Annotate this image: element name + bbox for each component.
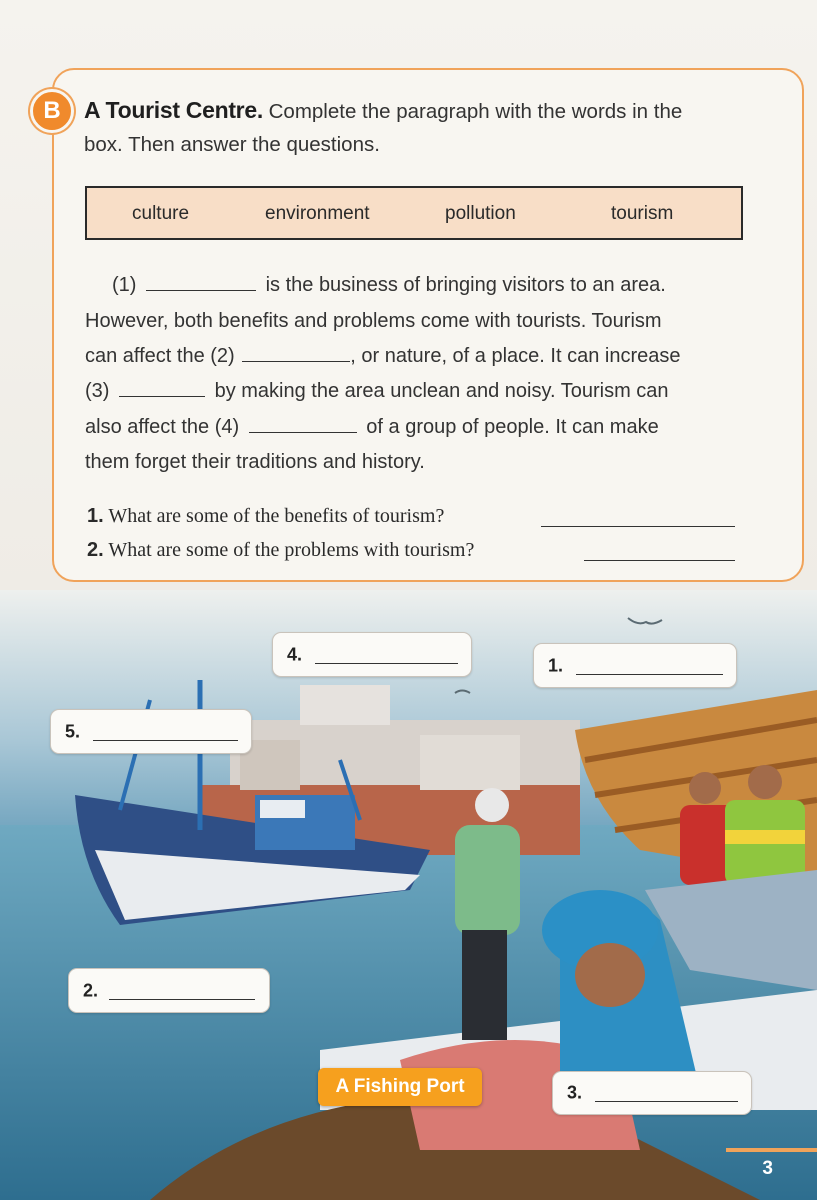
page-number-tab — [726, 1148, 817, 1200]
blank-2[interactable] — [242, 360, 350, 362]
word-box — [85, 186, 743, 240]
answer-line-1[interactable] — [541, 526, 735, 527]
word-pollution: pollution — [445, 203, 516, 224]
word-culture: culture — [132, 203, 190, 224]
paragraph-line-5: also affect the (4) of a group of people. It can make — [85, 416, 659, 438]
picture-caption: A Fishing Port — [318, 1068, 482, 1106]
picture-label-5: 5. — [50, 709, 252, 754]
picture-label-2: 2. — [68, 968, 270, 1013]
picture-answer-line-4[interactable] — [315, 663, 458, 664]
paragraph-line-6: them forget their traditions and history. — [85, 451, 425, 473]
picture-label-1: 1. — [533, 643, 737, 688]
picture-answer-line-5[interactable] — [93, 740, 238, 741]
picture-answer-line-3[interactable] — [595, 1101, 738, 1102]
picture-label-3: 3. — [552, 1071, 752, 1115]
paragraph-line-2: However, both benefits and problems come with tourists. Tourism — [85, 310, 662, 332]
exercise-title: A Tourist Centre. — [84, 97, 263, 123]
question-2: 2. What are some of the problems with tourism? — [87, 539, 475, 561]
paragraph-line-3: can affect the (2) , or nature, of a place. It can increase — [85, 345, 681, 367]
instruction-line-2: box. Then answer the questions. — [84, 133, 380, 156]
picture-answer-line-2[interactable] — [109, 999, 255, 1000]
word-environment: environment — [265, 203, 370, 224]
page-number: 3 — [762, 1158, 773, 1179]
blank-4[interactable] — [249, 431, 357, 433]
exercise-letter-badge: B — [30, 89, 74, 133]
exercise-heading — [84, 94, 774, 161]
answer-line-2[interactable] — [584, 560, 735, 561]
blank-1[interactable] — [146, 289, 256, 291]
paragraph-line-4: (3) by making the area unclean and noisy. Tourism can — [85, 380, 669, 402]
question-1: 1. What are some of the benefits of tourism? — [87, 505, 445, 527]
picture-answer-line-1[interactable] — [576, 674, 723, 675]
word-tourism: tourism — [611, 203, 674, 224]
blank-3[interactable] — [119, 395, 205, 397]
picture-label-4: 4. — [272, 632, 472, 677]
instruction-line-1: Complete the paragraph with the words in the — [268, 100, 683, 123]
paragraph-line-1: (1) is the business of bringing visitors to an area. — [112, 274, 666, 296]
page-number-bar — [726, 1148, 817, 1152]
